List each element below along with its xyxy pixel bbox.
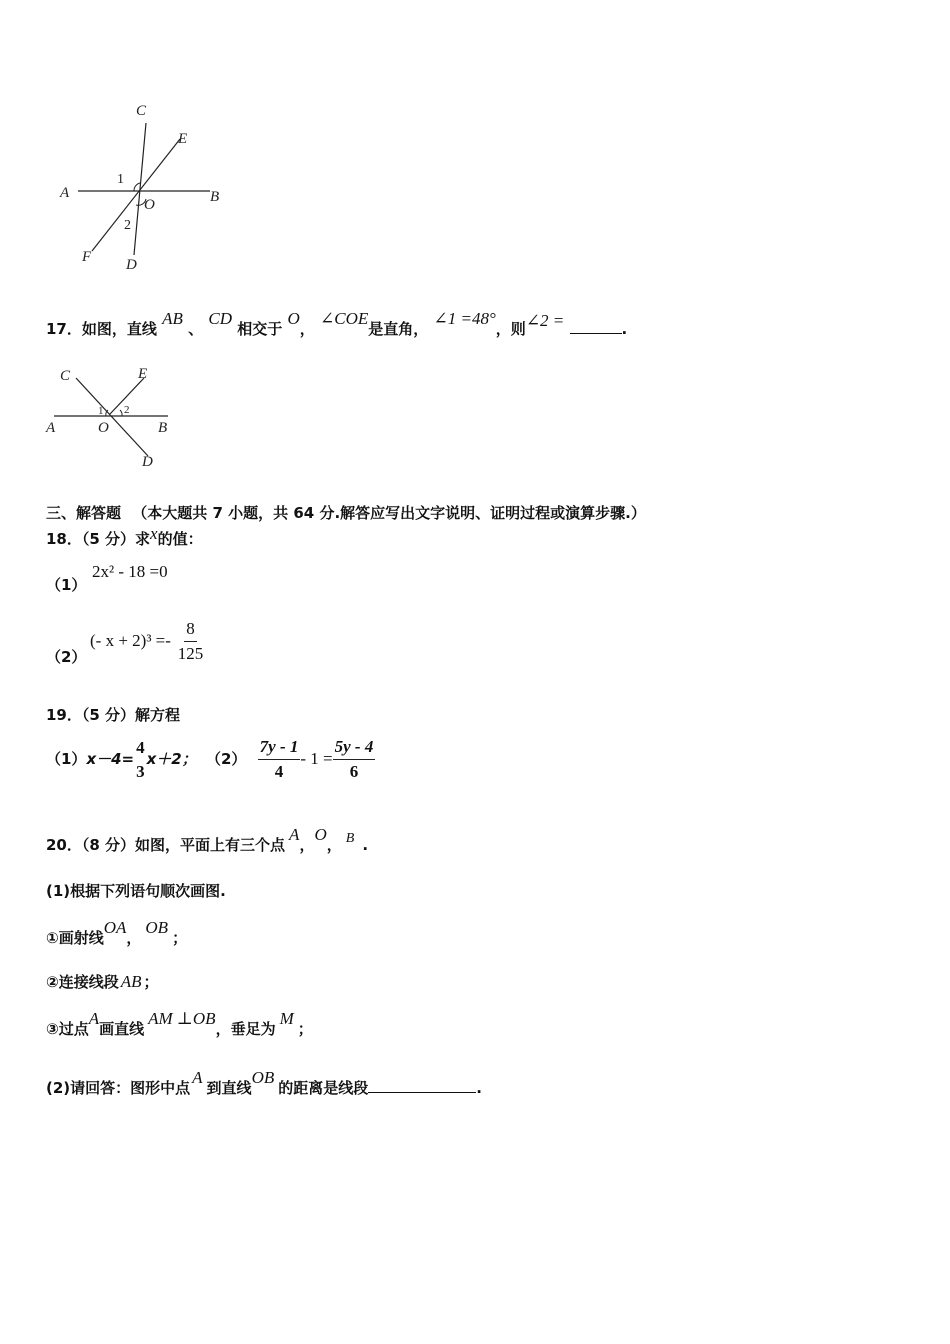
q20-step-2 [46, 970, 159, 994]
q20-step1-sep: ， [126, 929, 142, 947]
q17-text-1: 如图，直线 [81, 320, 157, 338]
label-a-2: A [46, 420, 56, 436]
q20-part1: (1)根据下列语句顺次画图. [46, 882, 226, 900]
section-3-title: 三、解答题 [46, 504, 122, 522]
question-19-head: 19．（5 分）解方程 [46, 706, 181, 724]
q18-part2-fraction [176, 618, 206, 665]
label-angle-1-2: 1 [98, 405, 104, 417]
q17-math-ab: AB [162, 309, 183, 328]
q20-step1-text: ①画射线 [46, 929, 104, 947]
q18-tail: 的值： [157, 530, 203, 548]
q20-step1-end: ； [172, 929, 188, 947]
q20-step3-am-perp-ob: AM ⊥OB [148, 1009, 216, 1028]
q17-text-3: 相交于 [237, 320, 283, 338]
q20-end: . [362, 836, 369, 854]
label-e: E [178, 131, 188, 147]
q20-part2-b: 到直线 [206, 1079, 252, 1097]
q18-head: 18．（5 分）求 [46, 530, 151, 548]
q20-sep-1: ， [299, 836, 315, 854]
q18-part2-equation [90, 618, 205, 665]
q17-math-angle1: ∠1 =48° [433, 309, 496, 328]
q17-math-o: O [287, 309, 300, 328]
figure-perpendicular-rays [40, 360, 190, 475]
q17-text-2: 、 [188, 320, 204, 338]
q19-part2-numerator-2: 5y - 4 [333, 736, 376, 760]
section-3-desc: （本大题共 7 小题，共 64 分.解答应写出文字说明、证明过程或演算步骤.） [132, 504, 646, 522]
q19-part1-label: （1） [46, 750, 87, 768]
q19-part2-fraction-1 [258, 736, 301, 783]
q20-step3-c: ，垂足为 [215, 1020, 276, 1038]
label-angle-2: 2 [124, 218, 131, 233]
q17-math-coe: ∠COE [320, 309, 369, 328]
q19-part2-numerator-1: 7y - 1 [258, 736, 301, 760]
question-20-head [46, 825, 369, 860]
label-c-2: C [60, 368, 71, 384]
q20-point-o: O [314, 825, 327, 844]
q17-text-5: 是直角， [368, 320, 429, 338]
q18-part2-numerator: 8 [184, 618, 197, 642]
q19-part2-label: （2） [205, 750, 247, 768]
label-angle-1: 1 [117, 172, 124, 187]
q18-part2-lhs: (- x + 2)³ =- [90, 631, 171, 650]
question-17 [46, 309, 628, 344]
question-18-head [46, 524, 203, 551]
q20-step2-ab: AB [120, 972, 142, 991]
q17-answer-blank[interactable] [570, 333, 622, 334]
q20-step3-b: 画直线 [99, 1020, 145, 1038]
q17-math-angle2: ∠2 = [525, 311, 565, 330]
q20-part2 [46, 1068, 482, 1101]
q20-step3-a: ③过点 [46, 1020, 89, 1038]
q19-part1-a: x－4= [86, 750, 135, 768]
q20-point-a: A [289, 825, 300, 844]
q20-answer-blank[interactable] [368, 1092, 476, 1093]
q20-part2-c: 的距离是线段 [278, 1079, 369, 1097]
q19-part2-middle: - 1 = [300, 749, 333, 768]
q20-step1-ob: OB [145, 918, 169, 937]
q18-part2-label: （2） [46, 648, 87, 666]
angle-2-arc-2 [120, 410, 122, 416]
q20-point-b: B [345, 831, 355, 846]
label-d-2: D [142, 454, 153, 470]
label-f: F [82, 249, 92, 265]
line-cd-2 [76, 378, 148, 456]
label-a: A [60, 185, 70, 201]
q18-part2-denominator: 125 [177, 644, 204, 663]
q20-step3-point-m: M [279, 1009, 294, 1028]
label-c: C [136, 103, 147, 119]
figure-intersecting-lines [50, 95, 240, 275]
q20-part2-end: . [476, 1079, 482, 1097]
q20-step3-point-a: A [88, 1009, 100, 1028]
q20-part2-a: (2)请回答：图形中点 [46, 1079, 191, 1097]
q20-sep-2: ， [326, 836, 342, 854]
q17-text-4: ， [299, 320, 315, 338]
q18-part1-label: （1） [46, 576, 87, 594]
q20-step2-text: ②连接线段 [46, 973, 119, 991]
label-angle-2-2: 2 [124, 404, 130, 416]
section-3-heading [46, 502, 646, 523]
label-e-2: E [138, 366, 148, 382]
label-d: D [126, 257, 137, 273]
q20-step3-end: ； [297, 1020, 313, 1038]
q19-part1-denominator: 3 [136, 761, 145, 781]
q20-part2-point-a: A [192, 1068, 203, 1087]
q19-equations [46, 736, 375, 783]
angle-1-arc [134, 183, 140, 191]
q18-var: x [150, 524, 158, 543]
label-b: B [210, 189, 220, 205]
q19-part1-fraction [134, 737, 147, 783]
q20-step1-oa: OA [103, 918, 127, 937]
q19-part2-denominator-1: 4 [274, 762, 284, 781]
q19-part2-denominator-2: 6 [349, 762, 359, 781]
label-b-2: B [158, 420, 168, 436]
q17-number: 17． [46, 320, 82, 338]
q19-part1-numerator: 4 [136, 737, 145, 757]
q20-step-1 [46, 918, 188, 951]
q20-part2-line-ob: OB [251, 1068, 275, 1087]
q17-text-7: . [621, 320, 628, 338]
label-o: O [144, 197, 155, 213]
label-o-2: O [98, 420, 109, 436]
q19-part1-b: x＋2； [146, 750, 197, 768]
q17-math-cd: CD [208, 309, 233, 328]
q20-step2-end: ； [143, 973, 159, 991]
q20-head: 20．（8 分）如图，平面上有三个点 [46, 836, 286, 854]
q17-text-6: ，则 [495, 320, 526, 338]
q18-part1-equation: 2x² - 18 =0 [92, 562, 168, 581]
q19-part2-fraction-2 [333, 736, 376, 783]
q20-step-3 [46, 1009, 313, 1042]
